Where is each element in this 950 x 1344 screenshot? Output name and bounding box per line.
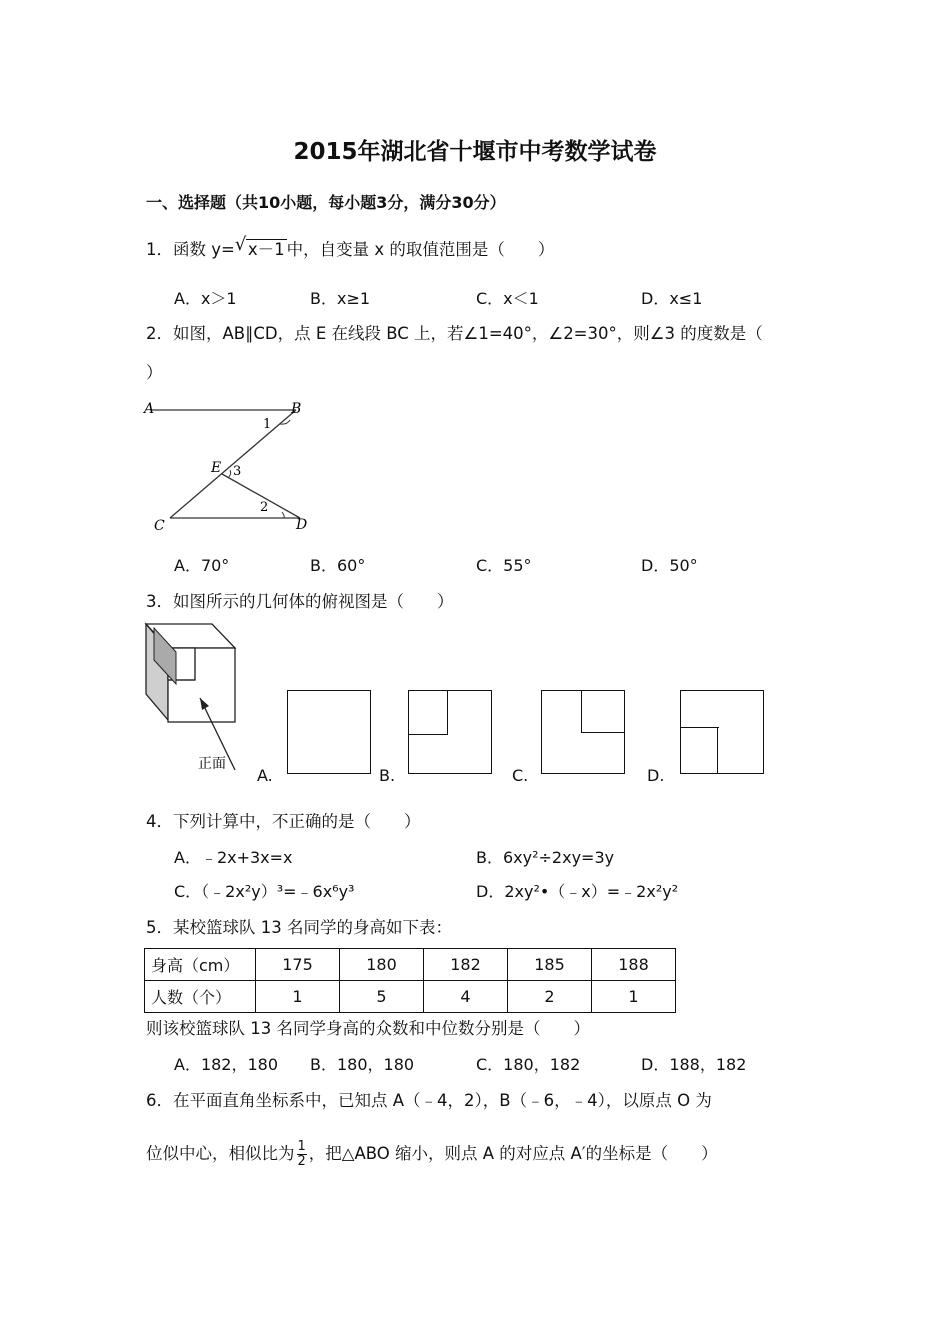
q5-option-a[interactable]: A．182，180	[174, 1055, 279, 1074]
q6-text-before: 位似中心，相似比为	[146, 1144, 295, 1163]
table-row	[145, 949, 676, 981]
fraction-denominator: 2	[297, 1154, 306, 1169]
top-view-option-d-drawing	[680, 690, 764, 774]
table-cell: 5	[340, 981, 424, 1013]
angle-3-label: 3	[233, 464, 242, 479]
table-cell: 182	[424, 949, 508, 981]
point-e-label: E	[211, 460, 222, 476]
q2-option-a[interactable]: A．70°	[174, 556, 230, 575]
q1-option-c[interactable]: C．x＜1	[476, 289, 539, 308]
top-view-option-c-drawing	[541, 690, 625, 774]
sqrt-expression	[235, 236, 287, 260]
table-cell: 180	[340, 949, 424, 981]
point-d-label: D	[296, 517, 308, 533]
table-cell: 188	[592, 949, 676, 981]
q2-figure	[140, 398, 320, 534]
table-cell: 175	[256, 949, 340, 981]
section-heading: 一、选择题（共10小题，每小题3分，满分30分）	[146, 193, 506, 212]
height-table	[144, 948, 676, 1013]
fraction-numerator: 1	[297, 1139, 306, 1154]
q4-option-d[interactable]: D．2xy²•（﹣x）=﹣2x²y²	[476, 882, 679, 901]
q1-option-d[interactable]: D．x≤1	[641, 289, 703, 308]
table-cell: 1	[256, 981, 340, 1013]
question-3: 3．如图所示的几何体的俯视图是（ ）	[146, 592, 454, 611]
q4-option-b[interactable]: B．6xy²÷2xy=3y	[476, 848, 615, 867]
table-row	[145, 981, 676, 1013]
q1-option-b[interactable]: B．x≥1	[310, 289, 371, 308]
front-view-label: 正面	[198, 756, 226, 772]
q3-option-d[interactable]: D.	[647, 766, 665, 785]
question-2-line1: 2．如图，AB∥CD，点 E 在线段 BC 上，若∠1=40°，∠2=30°，则∠3 的度数是（	[146, 324, 763, 343]
point-a-label: A	[144, 401, 155, 417]
angle-1-label: 1	[263, 417, 272, 432]
table-row-header: 人数（个）	[145, 981, 256, 1013]
q1-stem-before: 1．函数 y=	[146, 240, 235, 259]
q5-option-d[interactable]: D．188，182	[641, 1055, 747, 1074]
point-c-label: C	[154, 518, 165, 534]
ratio-fraction	[297, 1140, 307, 1169]
question-2-line2: ）	[146, 363, 163, 382]
q3-option-b[interactable]: B.	[379, 766, 396, 785]
exam-title: 2015年湖北省十堰市中考数学试卷	[293, 139, 657, 165]
q3-option-a[interactable]: A.	[257, 766, 273, 785]
radicand: x－1	[247, 240, 285, 259]
q4-option-a[interactable]: A．﹣2x+3x=x	[174, 848, 293, 867]
q2-option-b[interactable]: B．60°	[310, 556, 366, 575]
top-view-option-b-drawing	[408, 690, 492, 774]
q6-text-after: ，把△ABO 缩小，则点 A 的对应点 A′的坐标是（ ）	[308, 1144, 718, 1163]
question-4: 4．下列计算中，不正确的是（ ）	[146, 812, 421, 831]
angle-2-label: 2	[260, 500, 269, 515]
question-1	[146, 236, 554, 260]
q5-option-b[interactable]: B．180，180	[310, 1055, 415, 1074]
table-cell: 185	[508, 949, 592, 981]
radical-sign-icon: √	[234, 234, 247, 255]
table-cell: 1	[592, 981, 676, 1013]
table-row-header: 身高（cm）	[145, 949, 256, 981]
q4-option-c[interactable]: C．（﹣2x²y）³=﹣6x⁶y³	[174, 882, 355, 901]
q3-solid-figure	[140, 618, 265, 778]
top-view-option-a-drawing	[287, 690, 371, 774]
q1-option-a[interactable]: A．x＞1	[174, 289, 237, 308]
q1-stem-after: 中，自变量 x 的取值范围是（ ）	[286, 240, 555, 259]
q2-option-d[interactable]: D．50°	[641, 556, 698, 575]
table-cell: 4	[424, 981, 508, 1013]
question-5: 5．某校篮球队 13 名同学的身高如下表：	[146, 918, 452, 937]
q3-option-c[interactable]: C.	[512, 766, 529, 785]
q5-option-c[interactable]: C．180，182	[476, 1055, 581, 1074]
point-b-label: B	[291, 401, 302, 417]
question-6-line1: 6．在平面直角坐标系中，已知点 A（﹣4，2），B（﹣6，﹣4），以原点 O 为	[146, 1091, 712, 1110]
table-cell: 2	[508, 981, 592, 1013]
question-6-line2	[146, 1140, 718, 1169]
q2-option-c[interactable]: C．55°	[476, 556, 532, 575]
question-5-followup: 则该校篮球队 13 名同学身高的众数和中位数分别是（ ）	[146, 1019, 590, 1038]
